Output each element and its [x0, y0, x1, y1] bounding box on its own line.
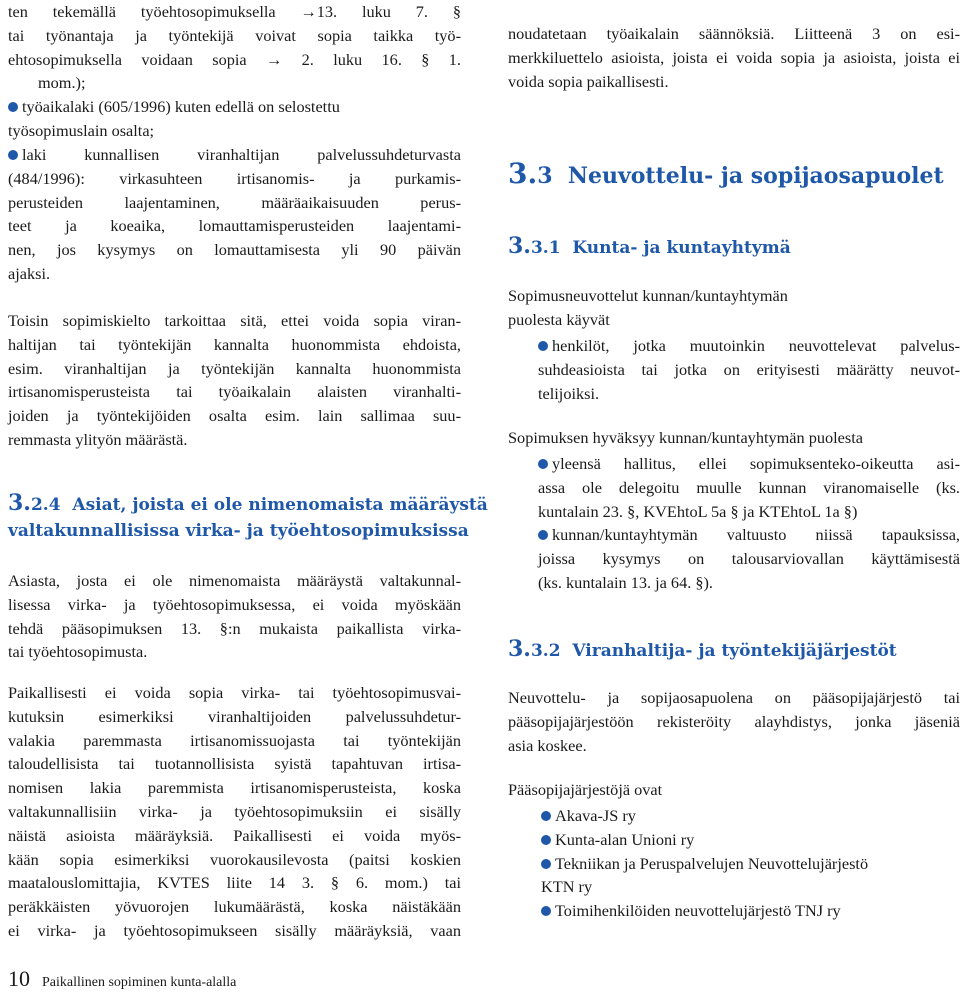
text-line: assa ole delegoitu muulle kunnan viranomaiselle (ks.	[538, 477, 960, 497]
text-line: (484/1996): virkasuhteen irtisanomis- ja purkamis-	[8, 168, 461, 188]
text-line: Sopimusneuvottelut kunnan/kuntayhtymän	[508, 286, 788, 305]
footer-title: Paikallinen sopiminen kunta-alalla	[42, 975, 237, 990]
text-line: pääsopijajärjestöön rekisteröity alayhdistys, jonka jäseniä	[508, 711, 960, 731]
text-line: voida sopia paikallisesti.	[508, 71, 669, 91]
text-line: lisessa virka- ja työehtosopimuksessa, ei voida myöskään	[8, 594, 461, 614]
text-line: valakia paremmasta irtisanomissuojasta tai työntekijän	[8, 730, 461, 750]
text-line: haltijan tai työntekijän kannalta huonommista ehdoista,	[8, 334, 461, 354]
text-line: maatalouslomittajia, KVTES liite 14 3. § 6. mom.) tai	[8, 873, 461, 893]
text-line: tai työnantaja ja työntekijä voivat sopia taikka työ-	[8, 25, 461, 45]
bullet-icon	[541, 835, 551, 845]
text-line: puolesta käyvät	[508, 309, 610, 329]
paragraph	[8, 569, 461, 664]
text-line: noudatetaan työaikalain säännöksiä. Liitteenä 3 on esi-	[508, 24, 960, 43]
bullet-item	[538, 523, 960, 594]
text-line: tehdä pääsopimuksen 13. §:n mukaista paikallista virka-	[8, 618, 461, 638]
bullet-text: henkilöt, jotka muutoinkin neuvottelevat palvelus-	[552, 336, 960, 355]
text-line: ei virka- ja työehtosopimukseen sisälly määräyksiä, vaan	[8, 920, 461, 940]
paragraph: Pääsopijajärjestöjä ovat	[508, 780, 663, 799]
bullet-item	[538, 334, 960, 405]
bullet-icon	[8, 102, 18, 112]
text-line: näistä asioista määräyksiä. Paikallisesti ei voida myös-	[8, 825, 461, 845]
text-line: (ks. kuntalain 13. ja 64. §).	[538, 572, 713, 592]
paragraph: Sopimuksen hyväksyy kunnan/kuntayhtymän puolesta	[508, 428, 863, 447]
bullet-text: kunnan/kuntayhtymän valtuusto niissä tapauksissa,	[552, 525, 960, 544]
text-line: teet ja koeaika, lomauttamisperusteiden laajentami-	[8, 216, 461, 236]
text-line: valtakunnallisiin virka- ja työehtosopimuksiin ei sisälly	[8, 801, 461, 821]
text-line: työsopimuslain osalta;	[8, 120, 155, 140]
text-line: remmasta ylityön määrästä.	[8, 429, 188, 449]
paragraph	[8, 681, 461, 943]
bullet-icon	[538, 530, 548, 540]
text-line: perusteiden laajentaminen, määräaikaisuuden perus-	[8, 192, 461, 212]
text-line: merkkiluettelo asioista, joista ei voida sopia ja asioista, joista ei	[508, 47, 960, 67]
text-line: Toisin sopimiskielto tarkoittaa sitä, ettei voida sopia viran-	[8, 311, 461, 330]
section-heading: 3.3 Neuvottelu- ja sopijaosapuolet	[508, 157, 944, 190]
section-heading: 3.2.4 Asiat, joista ei ole nimenomaista määräystä valtakunnallisissa virka- ja työehtosopimuksissa	[8, 490, 478, 544]
text-line: ajaksi.	[8, 263, 51, 283]
bullet-item	[8, 95, 461, 143]
text-line: kään sopia esimerkiksi vuorokausilevosta (paitsi koskien	[8, 849, 461, 869]
text-line: Asiasta, josta ei ole nimenomaista määräystä valtakunnal-	[8, 571, 461, 590]
list-item: Tekniikan ja Peruspalvelujen Neuvottelujärjestö	[541, 852, 960, 876]
bullet-icon	[541, 906, 551, 916]
text-line: mom.);	[38, 73, 86, 93]
text-line: ehtosopimuksella voidaan sopia → 2. luku 16. § 1.	[8, 49, 461, 69]
text-line: suhdeasioista tai jotka on erityisesti määrätty neuvot-	[538, 359, 960, 379]
subsection-heading: 3.3.1 Kunta- ja kuntayhtymä	[508, 233, 791, 259]
bullet-text: yleensä hallitus, ellei sopimuksenteko-oikeutta asi-	[552, 454, 960, 473]
intro-continuation	[8, 0, 461, 95]
text-line: peräkkäisten yövuorojen lukumäärästä, koska näistäkään	[8, 897, 461, 917]
page-number: 10	[8, 966, 30, 991]
text-line: kuntalain 23. §, KVEhtoL 5a § ja KTEhtoL 1a §)	[538, 501, 858, 521]
bullet-icon	[8, 150, 18, 160]
bullet-icon	[541, 859, 551, 869]
list-item: Toimihenkilöiden neuvottelujärjestö TNJ ry	[541, 899, 960, 923]
list-item: Akava-JS ry	[541, 804, 960, 828]
bullet-item	[8, 143, 461, 286]
text-line: kutuksin esimerkiksi viranhaltijoiden palvelussuhdetur-	[8, 706, 461, 726]
text-line: esim. viranhaltijan ja työntekijän kannalta huonommista	[8, 358, 461, 378]
bullet-icon	[538, 459, 548, 469]
bullet-icon	[538, 341, 548, 351]
page-footer	[8, 966, 236, 992]
bullet-item	[538, 452, 960, 523]
text-line: nomisen lakia paremmista irtisanomisperusteista, koska	[8, 778, 461, 798]
list-item-continuation: KTN ry	[541, 877, 593, 897]
text-line: asia koskee.	[508, 735, 587, 755]
paragraph	[8, 309, 461, 452]
text-line: joissa kysymys on talousarviovallan käyttämisestä	[538, 548, 960, 568]
text-line: ten tekemällä työehtosopimuksella →13. luku 7. §	[8, 2, 461, 21]
bullet-text: työaikalaki (605/1996) kuten edellä on selostettu	[22, 97, 340, 116]
text-line: Paikallisesti ei voida sopia virka- tai työehtosopimusvai-	[8, 683, 461, 702]
text-line: irtisanomisperusteista tai työaikalain alaisten viranhalti-	[8, 382, 461, 402]
bullet-icon	[541, 811, 551, 821]
paragraph	[508, 284, 960, 332]
intro-continuation	[508, 22, 960, 93]
org-list	[541, 804, 960, 923]
list-item: Kunta-alan Unioni ry	[541, 828, 960, 852]
text-line: tai työehtosopimusta.	[8, 642, 148, 662]
paragraph	[508, 686, 960, 757]
text-line: nen, jos kysymys on lomauttamisesta yli 90 päivän	[8, 240, 461, 260]
text-line: Neuvottelu- ja sopijaosapuolena on pääsopijajärjestö tai	[508, 688, 960, 707]
text-line: taloudellisista tai tuotannollisista syistä tapahtuvan irtisa-	[8, 754, 461, 774]
heading-line: valtakunnallisissa virka- ja työehtosopimuksissa	[8, 521, 469, 541]
subsection-heading: 3.3.2 Viranhaltija- ja työntekijäjärjestöt	[508, 636, 897, 662]
text-line: telijoiksi.	[538, 383, 600, 403]
text-line: joiden ja työntekijöiden osalta esim. lain sallimaa suu-	[8, 406, 461, 426]
bullet-text: laki kunnallisen viranhaltijan palvelussuhdeturvasta	[22, 145, 461, 164]
